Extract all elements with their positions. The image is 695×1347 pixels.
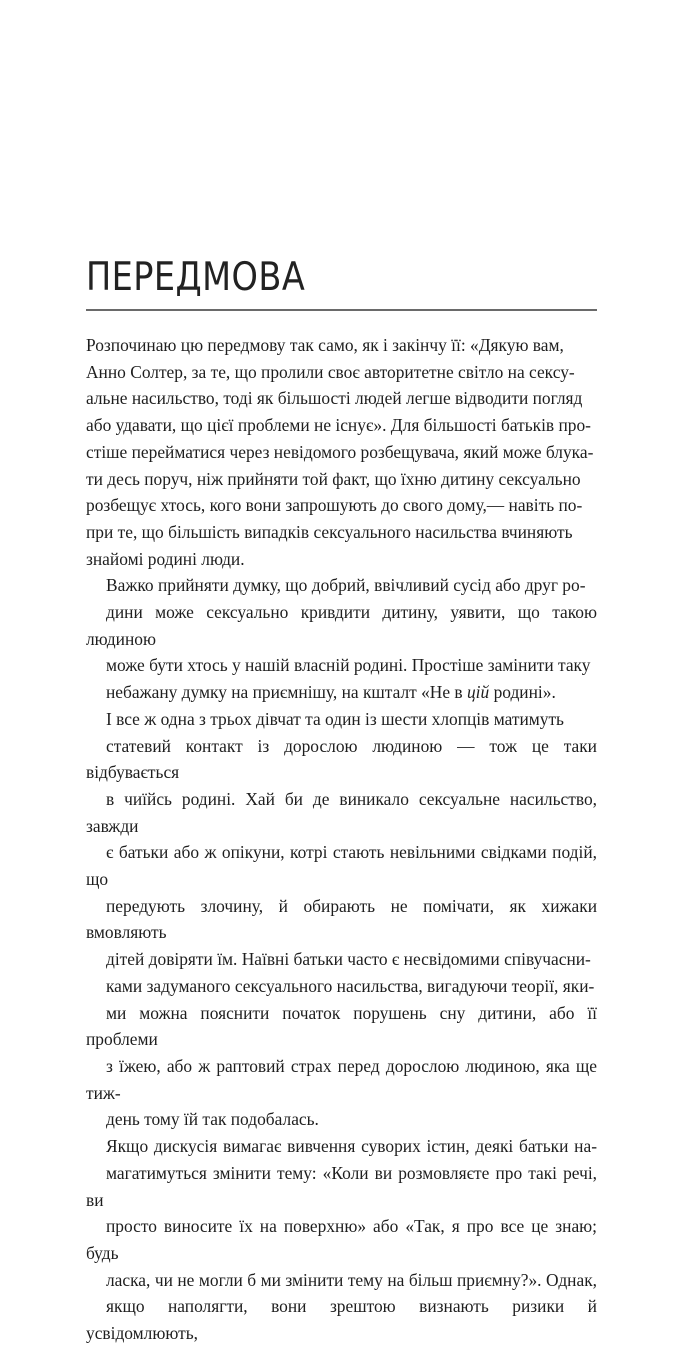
text-line: магатимуться змінити тему: «Коли ви розмовляєте про такі речі, ви — [86, 1162, 597, 1210]
text-line: ками задуманого сексуального насильства, вигадуючи теорії, яки- — [106, 975, 595, 996]
text-line: при те, що більшість випадків сексуального насильства вчиняють — [86, 521, 573, 542]
text-line: передують злочину, й обирають не помічати, як хижаки вмовляють — [86, 895, 597, 943]
text-line: ти десь поруч, ніж прийняти той факт, що їхню дитину сексуально — [86, 468, 581, 489]
text-run: родині». — [489, 682, 556, 703]
text-line: якщо наполягти, вони зрештою визнають ризики й усвідомлюють, — [86, 1296, 597, 1344]
text-line: може бути хтось у нашій власній родині. Простіше замінити таку — [106, 655, 591, 676]
text-line: знайомі родині люди. — [86, 548, 245, 569]
emphasis-text: цій — [466, 682, 490, 703]
text-line — [86, 679, 597, 706]
text-line: ласка, чи не могли б ми змінити тему на більш приємну?». Однак, — [106, 1269, 597, 1290]
text-line: дітей довіряти їм. Наївні батьки часто є несвідомими співучасни- — [106, 949, 591, 970]
text-line: альне насильство, тоді як більшості людей легше відводити погляд — [86, 388, 583, 409]
text-line: день тому їй так подобалась. — [106, 1109, 319, 1130]
text-line: стіше перейматися через невідомого розбещувача, який може блука- — [86, 441, 594, 462]
title-underline — [86, 309, 597, 311]
text-line: Анно Солтер, за те, що пролили своє авторитетне світло на сексу- — [86, 361, 575, 382]
text-line: або удавати, що цієї проблеми не існує». Для більшості батьків про- — [86, 415, 591, 436]
text-run: небажану думку на приємнішу, на кшталт «Не в — [106, 682, 467, 703]
text-line: дини може сексуально кривдити дитину, уявити, що такою людиною — [86, 602, 597, 649]
chapter-title: ПЕРЕДМОВА — [86, 255, 306, 300]
text-line: ми можна пояснити початок порушень сну дитини, або її проблеми — [86, 1002, 597, 1050]
text-line: Важко прийняти думку, що добрий, ввічливий сусід або друг ро- — [106, 575, 586, 596]
paragraph — [86, 332, 597, 572]
paragraph — [86, 1133, 597, 1347]
text-line: з їжею, або ж раптовий страх перед дорослою людиною, яка ще тиж- — [86, 1055, 597, 1103]
text-line: Розпочинаю цю передмову так само, як і закінчу її: «Дякую вам, — [86, 335, 564, 355]
paragraph — [86, 706, 597, 1133]
text-line: в чиїйсь родині. Хай би де виникало сексуальне насильство, завжди — [86, 788, 597, 836]
text-line: І все ж одна з трьох дівчат та один із шести хлопців матимуть — [106, 708, 564, 729]
text-line: Якщо дискусія вимагає вивчення суворих істин, деякі батьки на- — [106, 1136, 597, 1157]
paragraph — [86, 572, 597, 706]
text-line: просто виносите їх на поверхню» або «Так, я про все це знаю; будь — [86, 1216, 597, 1263]
text-line: статевий контакт із дорослою людиною — тож це таки відбувається — [86, 735, 597, 783]
text-line: є батьки або ж опікуни, котрі стають невільними свідками подій, що — [86, 842, 597, 890]
body-text — [86, 332, 597, 1347]
text-line: розбещує хтось, кого вони запрошують до свого дому,— навіть по- — [86, 495, 583, 516]
